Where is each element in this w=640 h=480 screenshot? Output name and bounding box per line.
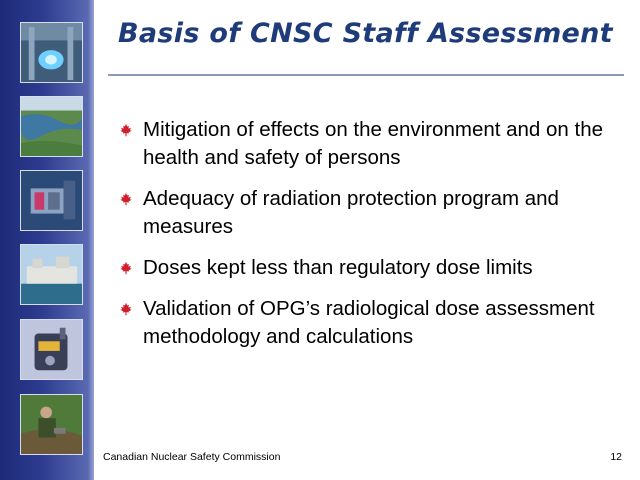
maple-leaf-icon <box>119 123 133 137</box>
page-number: 12 <box>610 451 622 463</box>
lab-equipment-photo <box>20 170 83 231</box>
nuclear-station-photo <box>20 244 83 305</box>
bullet-item <box>118 254 623 282</box>
sidebar-photo-strip <box>0 0 94 480</box>
bullet-item <box>118 185 623 241</box>
footer-organization: Canadian Nuclear Safety Commission <box>103 451 281 463</box>
lakeshore-aerial-photo <box>20 96 83 157</box>
bullet-text: Validation of OPG’s radiological dose assessment methodology and calculations <box>143 297 595 348</box>
maple-leaf-icon <box>119 192 133 206</box>
bullet-text: Adequacy of radiation protection program and measures <box>143 187 559 238</box>
bullet-item <box>118 295 623 351</box>
field-sampling-photo <box>20 394 83 455</box>
maple-leaf-icon <box>119 302 133 316</box>
maple-leaf-icon <box>119 261 133 275</box>
bullet-text: Doses kept less than regulatory dose limits <box>143 256 533 279</box>
bullet-text: Mitigation of effects on the environment and on the health and safety of persons <box>143 118 604 169</box>
bullet-item <box>118 116 623 172</box>
radiation-meter-photo <box>20 319 83 380</box>
reactor-pool-photo <box>20 22 83 83</box>
slide-title: Basis of CNSC Staff Assessment <box>118 18 613 49</box>
bullet-list <box>118 116 623 364</box>
title-divider <box>108 74 624 76</box>
